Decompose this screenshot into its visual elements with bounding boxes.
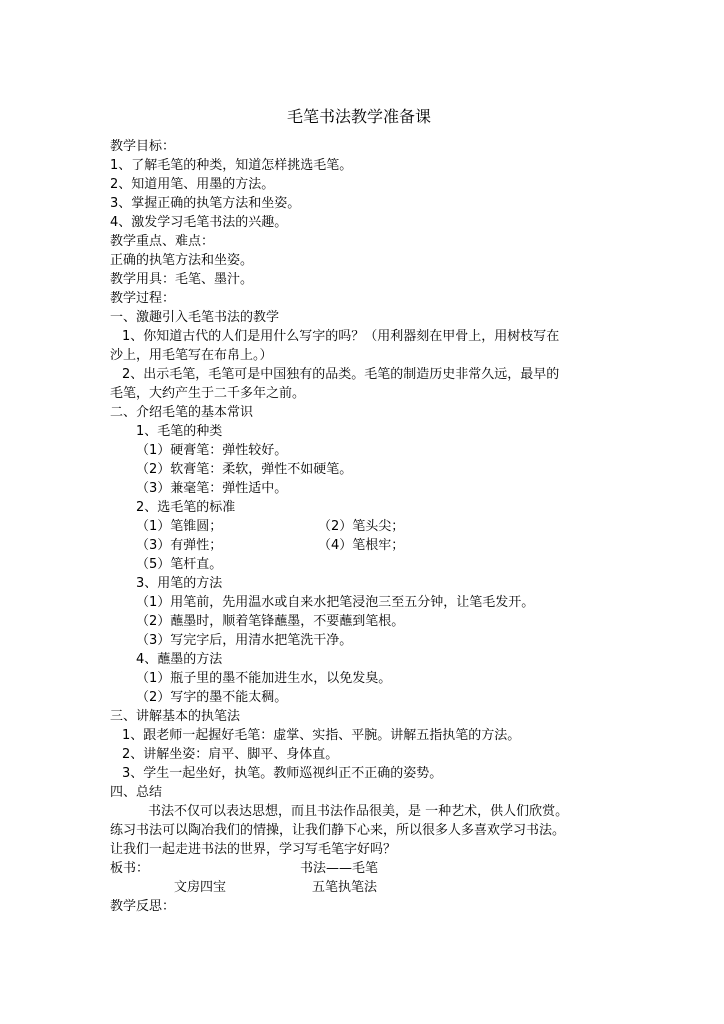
- objective-item: 2、知道用笔、用墨的方法。: [110, 177, 275, 192]
- paragraph-line: 沙上，用毛笔写在布帛上。）: [110, 348, 273, 363]
- key-points: 正确的执笔方法和坐姿。: [110, 253, 254, 268]
- list-item: （2）写字的墨不能太稠。: [136, 690, 288, 705]
- list-item: （3）写完字后，用清水把笔洗干净。: [136, 633, 353, 648]
- board-label: 板书：: [110, 861, 150, 876]
- list-item: （5）笔杆直。: [136, 557, 223, 572]
- subsection-heading: 1、毛笔的种类: [136, 424, 223, 439]
- objective-item: 1、了解毛笔的种类，知道怎样挑选毛笔。: [110, 158, 353, 173]
- section-heading: 四、总结: [110, 785, 163, 800]
- reflection-heading: 教学反思：: [110, 899, 176, 914]
- list-item: （1）笔锥圆；: [136, 519, 223, 534]
- objectives-heading: 教学目标：: [110, 139, 176, 154]
- paragraph-line: 1、你知道古代的人们是用什么写字的吗？（用利器刻在甲骨上，用树枝写在: [122, 329, 560, 344]
- list-item: （4）笔根牢；: [318, 538, 405, 553]
- paragraph-line: 练习书法可以陶冶我们的情操，让我们静下心来，所以很多人多喜欢学习书法。: [110, 823, 566, 838]
- list-item: （3）兼毫笔：弹性适中。: [136, 481, 288, 496]
- materials: 教学用具：毛笔、墨汁。: [110, 272, 254, 287]
- paragraph-line: 书法不仅可以表达思想，而且书法作品很美，是 一种艺术，供人们欣赏。: [148, 804, 569, 819]
- paragraph-line: 2、出示毛笔，毛笔可是中国独有的品类。毛笔的制造历史非常久远，最早的: [122, 367, 560, 382]
- list-item: （2）蘸墨时，顺着笔锋蘸墨，不要蘸到笔根。: [136, 614, 405, 629]
- page-title: 毛笔书法教学准备课: [287, 107, 432, 126]
- process-heading: 教学过程：: [110, 291, 176, 306]
- list-item: （1）用笔前，先用温水或自来水把笔浸泡三至五分钟，让笔毛发开。: [136, 595, 535, 610]
- list-item: （3）有弹性；: [136, 538, 223, 553]
- key-points-heading: 教学重点、难点：: [110, 234, 215, 249]
- list-item: 1、跟老师一起握好毛笔：虚掌、实指、平腕。讲解五指执笔的方法。: [122, 728, 521, 743]
- board-center: 书法——毛笔: [300, 861, 379, 876]
- board-left: 文房四宝: [174, 880, 227, 895]
- list-item: 2、讲解坐姿：肩平、脚平、身体直。: [122, 747, 339, 762]
- list-item: （1）瓶子里的墨不能加进生水，以免发臭。: [136, 671, 392, 686]
- section-heading: 三、讲解基本的执笔法: [110, 709, 241, 724]
- list-item: （2）软膏笔：柔软，弹性不如硬笔。: [136, 462, 353, 477]
- section-heading: 二、介绍毛笔的基本常识: [110, 405, 254, 420]
- board-right: 五笔执笔法: [312, 880, 378, 895]
- list-item: （1）硬膏笔：弹性较好。: [136, 443, 288, 458]
- list-item: 3、学生一起坐好，执笔。教师巡视纠正不正确的姿势。: [122, 766, 443, 781]
- paragraph-line: 毛笔，大约产生于二千多年之前。: [110, 386, 306, 401]
- paragraph-line: 让我们一起走进书法的世界，学习写毛笔字好吗？: [110, 842, 397, 857]
- subsection-heading: 2、选毛笔的标准: [136, 500, 236, 515]
- objective-item: 4、激发学习毛笔书法的兴趣。: [110, 215, 288, 230]
- section-heading: 一、激趣引入毛笔书法的教学: [110, 310, 280, 325]
- subsection-heading: 3、用笔的方法: [136, 576, 223, 591]
- list-item: （2）笔头尖；: [318, 519, 405, 534]
- objective-item: 3、掌握正确的执笔方法和坐姿。: [110, 196, 301, 211]
- subsection-heading: 4、蘸墨的方法: [136, 652, 223, 667]
